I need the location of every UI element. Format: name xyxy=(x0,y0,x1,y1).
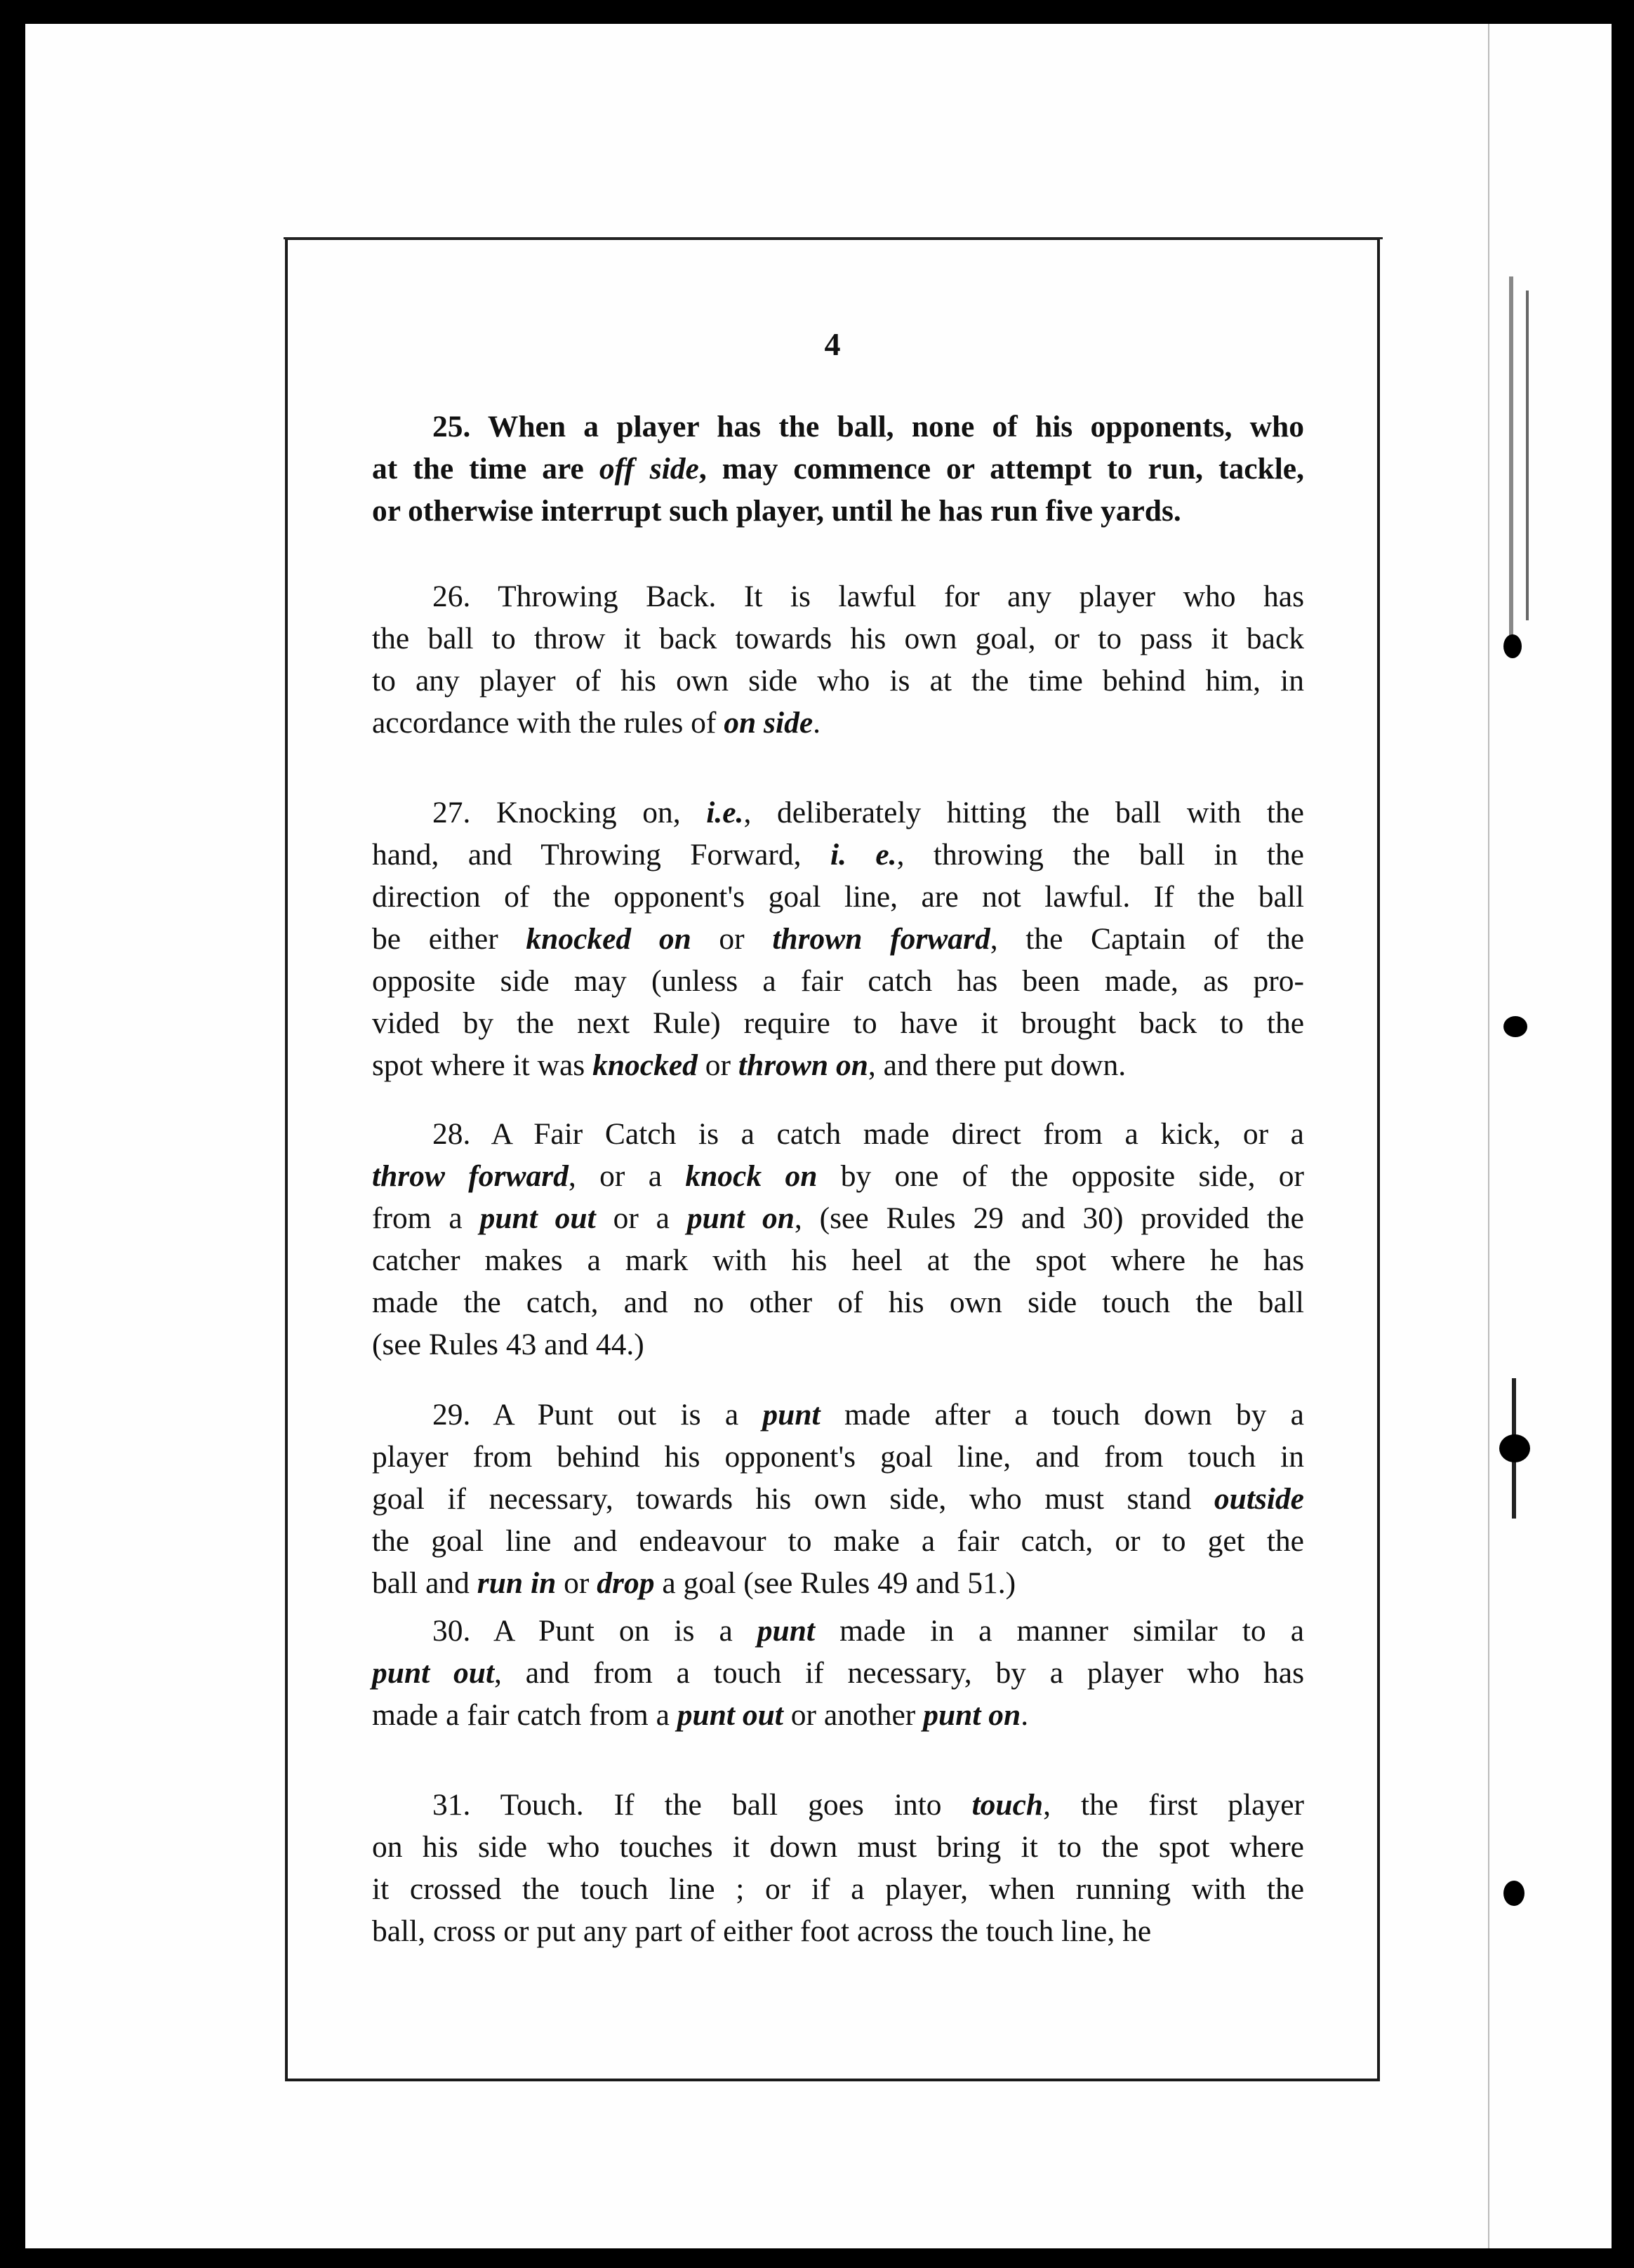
binding-hole-mark xyxy=(1503,1881,1525,1906)
text-line: 31. Touch. If the ball goes into touch, the first player xyxy=(432,1788,1304,1822)
text-line: the goal line and endeavour to make a fair catch, or to get the xyxy=(372,1524,1304,1558)
text-line: ball and run in or drop a goal (see Rules 49 and 51.) xyxy=(372,1566,1016,1600)
text-line: it crossed the touch line ; or if a player, when running with the xyxy=(372,1872,1304,1906)
text-line: ball, cross or put any part of either foot across the touch line, he xyxy=(372,1914,1152,1948)
text-line: at the time are off side, may commence or attempt to run, tackle, xyxy=(372,452,1304,486)
text-line: 27. Knocking on, i.e., deliberately hitting the ball with the xyxy=(432,796,1304,829)
text-line: 25. When a player has the ball, none of his opponents, who xyxy=(432,410,1304,443)
text-line: 29. A Punt out is a punt made after a touch down by a xyxy=(432,1398,1304,1432)
rule-28-paragraph xyxy=(372,1113,1304,1366)
rule-31-paragraph xyxy=(372,1784,1304,1952)
text-line: on his side who touches it down must bring it to the spot where xyxy=(372,1830,1304,1864)
rule-27-paragraph xyxy=(372,792,1304,1086)
rule-26-paragraph xyxy=(372,575,1304,744)
text-line: the ball to throw it back towards his own goal, or to pass it back xyxy=(372,622,1304,655)
text-line: 26. Throwing Back. It is lawful for any player who has xyxy=(432,580,1304,613)
text-line: be either knocked on or thrown forward, the Captain of the xyxy=(372,922,1305,956)
text-line: opposite side may (unless a fair catch has been made, as pro- xyxy=(372,964,1304,998)
binding-hole-mark xyxy=(1503,634,1522,658)
text-line: to any player of his own side who is at the time behind him, in xyxy=(372,664,1304,698)
text-line: or otherwise interrupt such player, until he has run five yards. xyxy=(372,494,1181,528)
text-line: spot where it was knocked or thrown on, and there put down. xyxy=(372,1048,1127,1082)
text-line: hand, and Throwing Forward, i. e., throwing the ball in the xyxy=(372,838,1304,872)
text-line: player from behind his opponent's goal line, and from touch in xyxy=(372,1440,1304,1474)
text-line: made a fair catch from a punt out or another punt on. xyxy=(372,1698,1029,1732)
binding-thread-mark xyxy=(1509,276,1513,641)
page-border-frame xyxy=(285,237,1380,2081)
text-line: punt out, and from a touch if necessary, by a player who has xyxy=(372,1656,1305,1690)
text-line: from a punt out or a punt on, (see Rules 29 and 30) provided the xyxy=(372,1201,1304,1235)
text-line: made the catch, and no other of his own side touch the ball xyxy=(372,1286,1304,1319)
rule-29-paragraph xyxy=(372,1394,1304,1604)
text-line: 28. A Fair Catch is a catch made direct from a kick, or a xyxy=(432,1117,1304,1151)
text-line: 30. A Punt on is a punt made in a manner similar to a xyxy=(432,1614,1304,1648)
text-line: direction of the opponent's goal line, are not lawful. If the ball xyxy=(372,880,1304,914)
page-number: 4 xyxy=(824,326,841,362)
text-line: vided by the next Rule) require to have it brought back to the xyxy=(372,1006,1304,1040)
text-line: catcher makes a mark with his heel at the spot where he has xyxy=(372,1243,1304,1277)
rule-25-paragraph xyxy=(372,406,1304,532)
text-line: throw forward, or a knock on by one of the opposite side, or xyxy=(372,1159,1305,1193)
binding-hole-mark xyxy=(1503,1016,1527,1037)
document-page xyxy=(25,24,1612,2248)
rule-30-paragraph xyxy=(372,1610,1304,1736)
text-line: goal if necessary, towards his own side, who must stand outside xyxy=(372,1482,1304,1516)
text-line: (see Rules 43 and 44.) xyxy=(372,1328,644,1361)
page-edge-line xyxy=(1488,24,1489,2248)
binding-thread-mark xyxy=(1526,291,1529,620)
binding-hole-mark xyxy=(1499,1434,1530,1462)
text-line: accordance with the rules of on side. xyxy=(372,706,821,740)
